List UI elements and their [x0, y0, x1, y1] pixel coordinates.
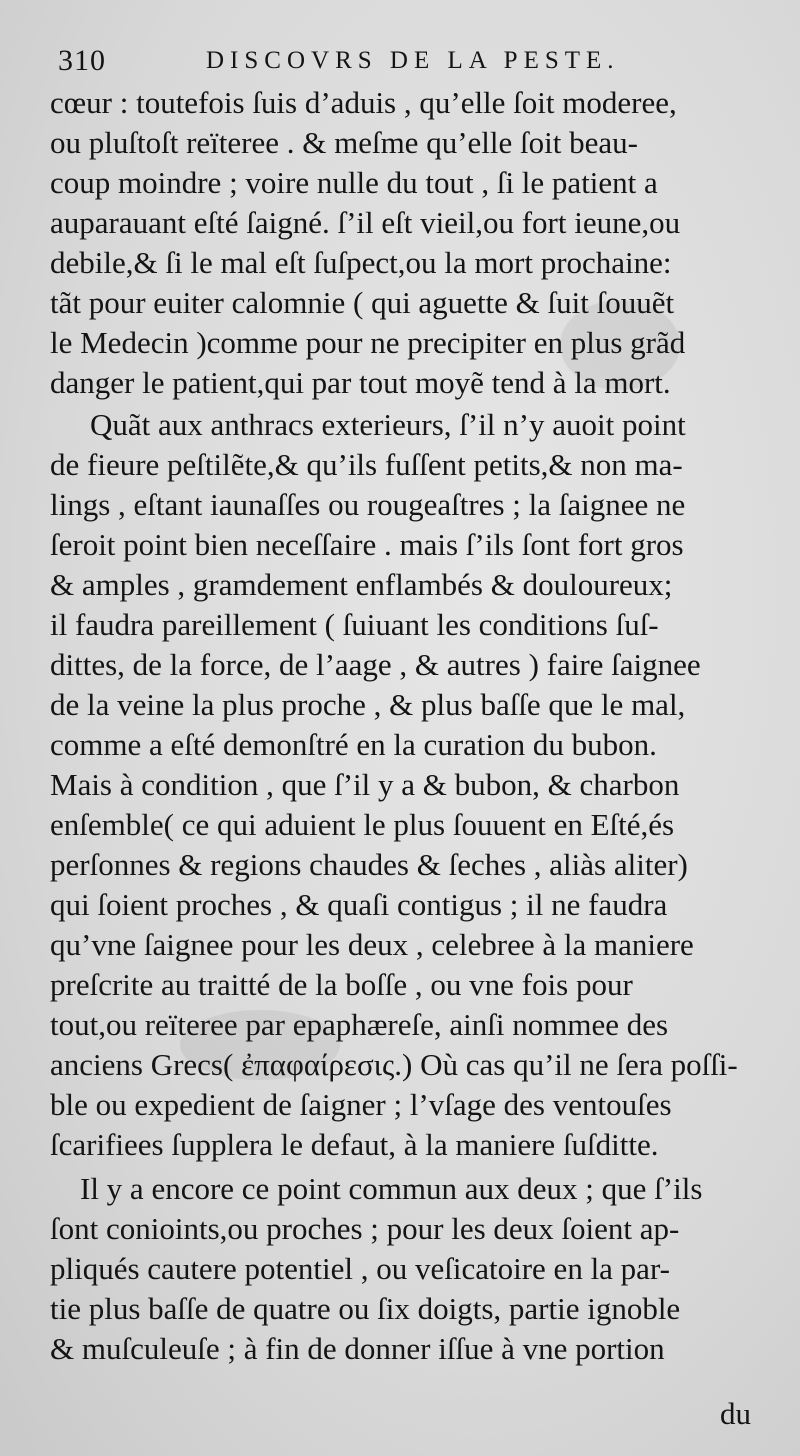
text-line: qu’vne ſaignee pour les deux , celebree à la maniere — [50, 927, 694, 962]
running-title: DISCOVRS DE LA PESTE. — [206, 47, 620, 74]
text-line: pliqués cautere potentiel , ou veſicatoire en la par- — [50, 1251, 670, 1286]
text-line: Il y a encore ce point commun aux deux ; que ſ’ils — [80, 1171, 703, 1206]
text-line: ſcarifiees ſupplera le defaut, à la maniere ſuſditte. — [50, 1127, 659, 1162]
text-line: perſonnes & regions chaudes & ſeches , aliàs aliter) — [50, 847, 688, 882]
page-number: 310 — [58, 44, 106, 77]
text-line: debile,& ſi le mal eſt ſuſpect,ou la mort prochaine: — [50, 245, 672, 280]
text-line: comme a eſté demonſtré en la curation du bubon. — [50, 727, 657, 762]
text-line: auparauant eſté ſaigné. ſ’il eſt vieil,ou fort ieune,ou — [50, 205, 681, 240]
body-text — [50, 83, 770, 1403]
text-line: tãt pour euiter calomnie ( qui aguette & ſuit ſouuẽt — [50, 285, 675, 320]
text-line: cœur : toutefois ſuis d’aduis , qu’elle ſoit moderee, — [50, 85, 677, 120]
text-line: ſont conioints,ou proches ; pour les deux ſoient ap- — [50, 1211, 680, 1246]
text-line: & muſculeuſe ; à fin de donner iſſue à vne portion — [50, 1331, 665, 1366]
catchword: du — [720, 1396, 751, 1431]
text-line: qui ſoient proches , & quaſi contigus ; il ne faudra — [50, 887, 668, 922]
text-line: dittes, de la force, de l’aage , & autres ) faire ſaignee — [50, 647, 701, 682]
text-line: ble ou expedient de ſaigner ; l’vſage des ventouſes — [50, 1087, 672, 1122]
text-line: il faudra pareillement ( ſuiuant les conditions ſuſ- — [50, 607, 659, 642]
text-line: Quãt aux anthracs exterieurs, ſ’il n’y auoit point — [90, 407, 686, 442]
text-line: danger le patient,qui par tout moyẽ tend à la mort. — [50, 365, 671, 400]
text-line: preſcrite au traitté de la boſſe , ou vne fois pour — [50, 967, 633, 1002]
text-line: de fieure peſtilẽte,& qu’ils fuſſent petits,& non ma- — [50, 447, 683, 482]
text-line: anciens Grecs( ἐπαφαίρεσις.) Où cas qu’il ne ſera poſſi- — [50, 1047, 738, 1082]
text-line: Mais à condition , que ſ’il y a & bubon, & charbon — [50, 767, 680, 802]
text-line: tie plus baſſe de quatre ou ſix doigts, partie ignoble — [50, 1291, 681, 1326]
text-line: coup moindre ; voire nulle du tout , ſi le patient a — [50, 165, 658, 200]
text-line: ou pluſtoſt reïteree . & meſme qu’elle ſoit beau- — [50, 125, 638, 160]
text-line: lings , eſtant iaunaſſes ou rougeaſtres ; la ſaignee ne — [50, 487, 686, 522]
text-line: enſemble( ce qui aduient le plus ſouuent en Eſté,és — [50, 807, 675, 842]
text-line: de la veine la plus proche , & plus baſſe que le mal, — [50, 687, 686, 722]
text-line: tout,ou reïteree par epaphæreſe, ainſi nommee des — [50, 1007, 669, 1042]
page-header — [58, 44, 758, 84]
text-line: & amples , gramdement enflambés & douloureux; — [50, 567, 673, 602]
text-line: le Medecin )comme pour ne precipiter en plus grãd — [50, 325, 686, 360]
text-line: ſeroit point bien neceſſaire . mais ſ’ils ſont fort gros — [50, 527, 684, 562]
